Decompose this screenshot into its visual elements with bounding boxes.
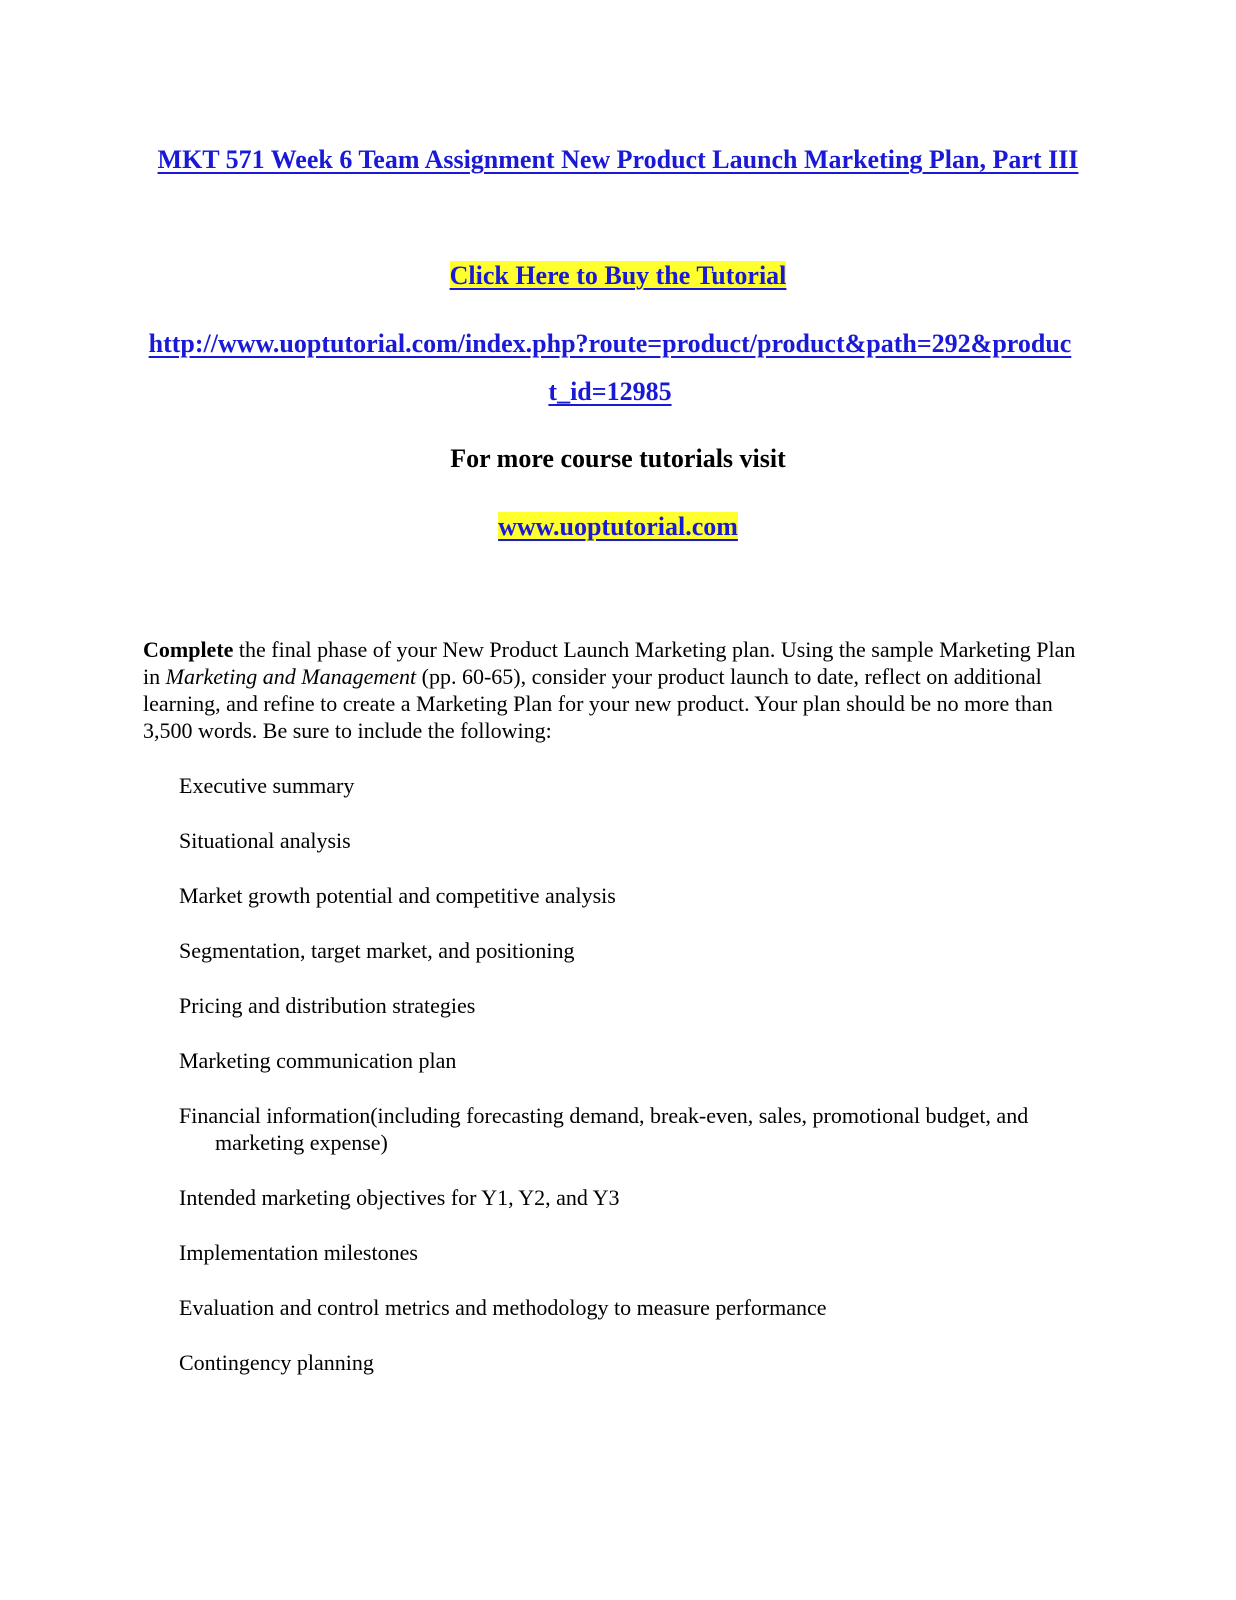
buy-tutorial-link[interactable]: Click Here to Buy the Tutorial: [449, 261, 787, 290]
intro-lead: Complete: [143, 637, 234, 662]
list-item: Situational analysis: [179, 828, 351, 853]
list-item: Market growth potential and competitive analysis: [179, 883, 616, 908]
list-item: Financial information(including forecasting demand, break-even, sales, promotional budget, and marketing expense): [179, 1103, 1029, 1155]
title-link[interactable]: MKT 571 Week 6 Team Assignment New Product Launch Marketing Plan, Part III: [157, 145, 1079, 174]
list-item: Segmentation, target market, and positioning: [179, 938, 575, 963]
list-item: Evaluation and control metrics and methodology to measure performance: [179, 1295, 827, 1320]
requirements-list: [179, 772, 1069, 1404]
more-tutorials-text: For more course tutorials visit: [450, 444, 786, 473]
book-title: Marketing and Management: [165, 664, 417, 689]
list-item: Implementation milestones: [179, 1240, 418, 1265]
intro-part2: (pp. 60-65), consider your product launch to date, reflect on additional learning, and refine to create a Marketing Plan for your new product. Your plan should be no more than 3,500 words. Be sure to include the following:: [143, 664, 1053, 743]
intro-paragraph: [143, 636, 1078, 744]
list-item: Pricing and distribution strategies: [179, 993, 476, 1018]
intro-part1: the final phase of your New Product Launch Marketing plan. Using the sample Marketing Plan in: [143, 637, 1076, 689]
list-item: Contingency planning: [179, 1350, 374, 1375]
list-item: Executive summary: [179, 773, 355, 798]
list-item: Intended marketing objectives for Y1, Y2, and Y3: [179, 1185, 620, 1210]
title-block: [130, 136, 1106, 184]
url-block: [145, 320, 1075, 416]
buy-block: [130, 252, 1106, 300]
list-item: Marketing communication plan: [179, 1048, 457, 1073]
site-link[interactable]: www.uoptutorial.com: [498, 512, 738, 541]
product-url-link[interactable]: http://www.uoptutorial.com/index.php?route=product/product&path=292&product_id=12985: [148, 329, 1072, 406]
site-block: [130, 503, 1106, 551]
